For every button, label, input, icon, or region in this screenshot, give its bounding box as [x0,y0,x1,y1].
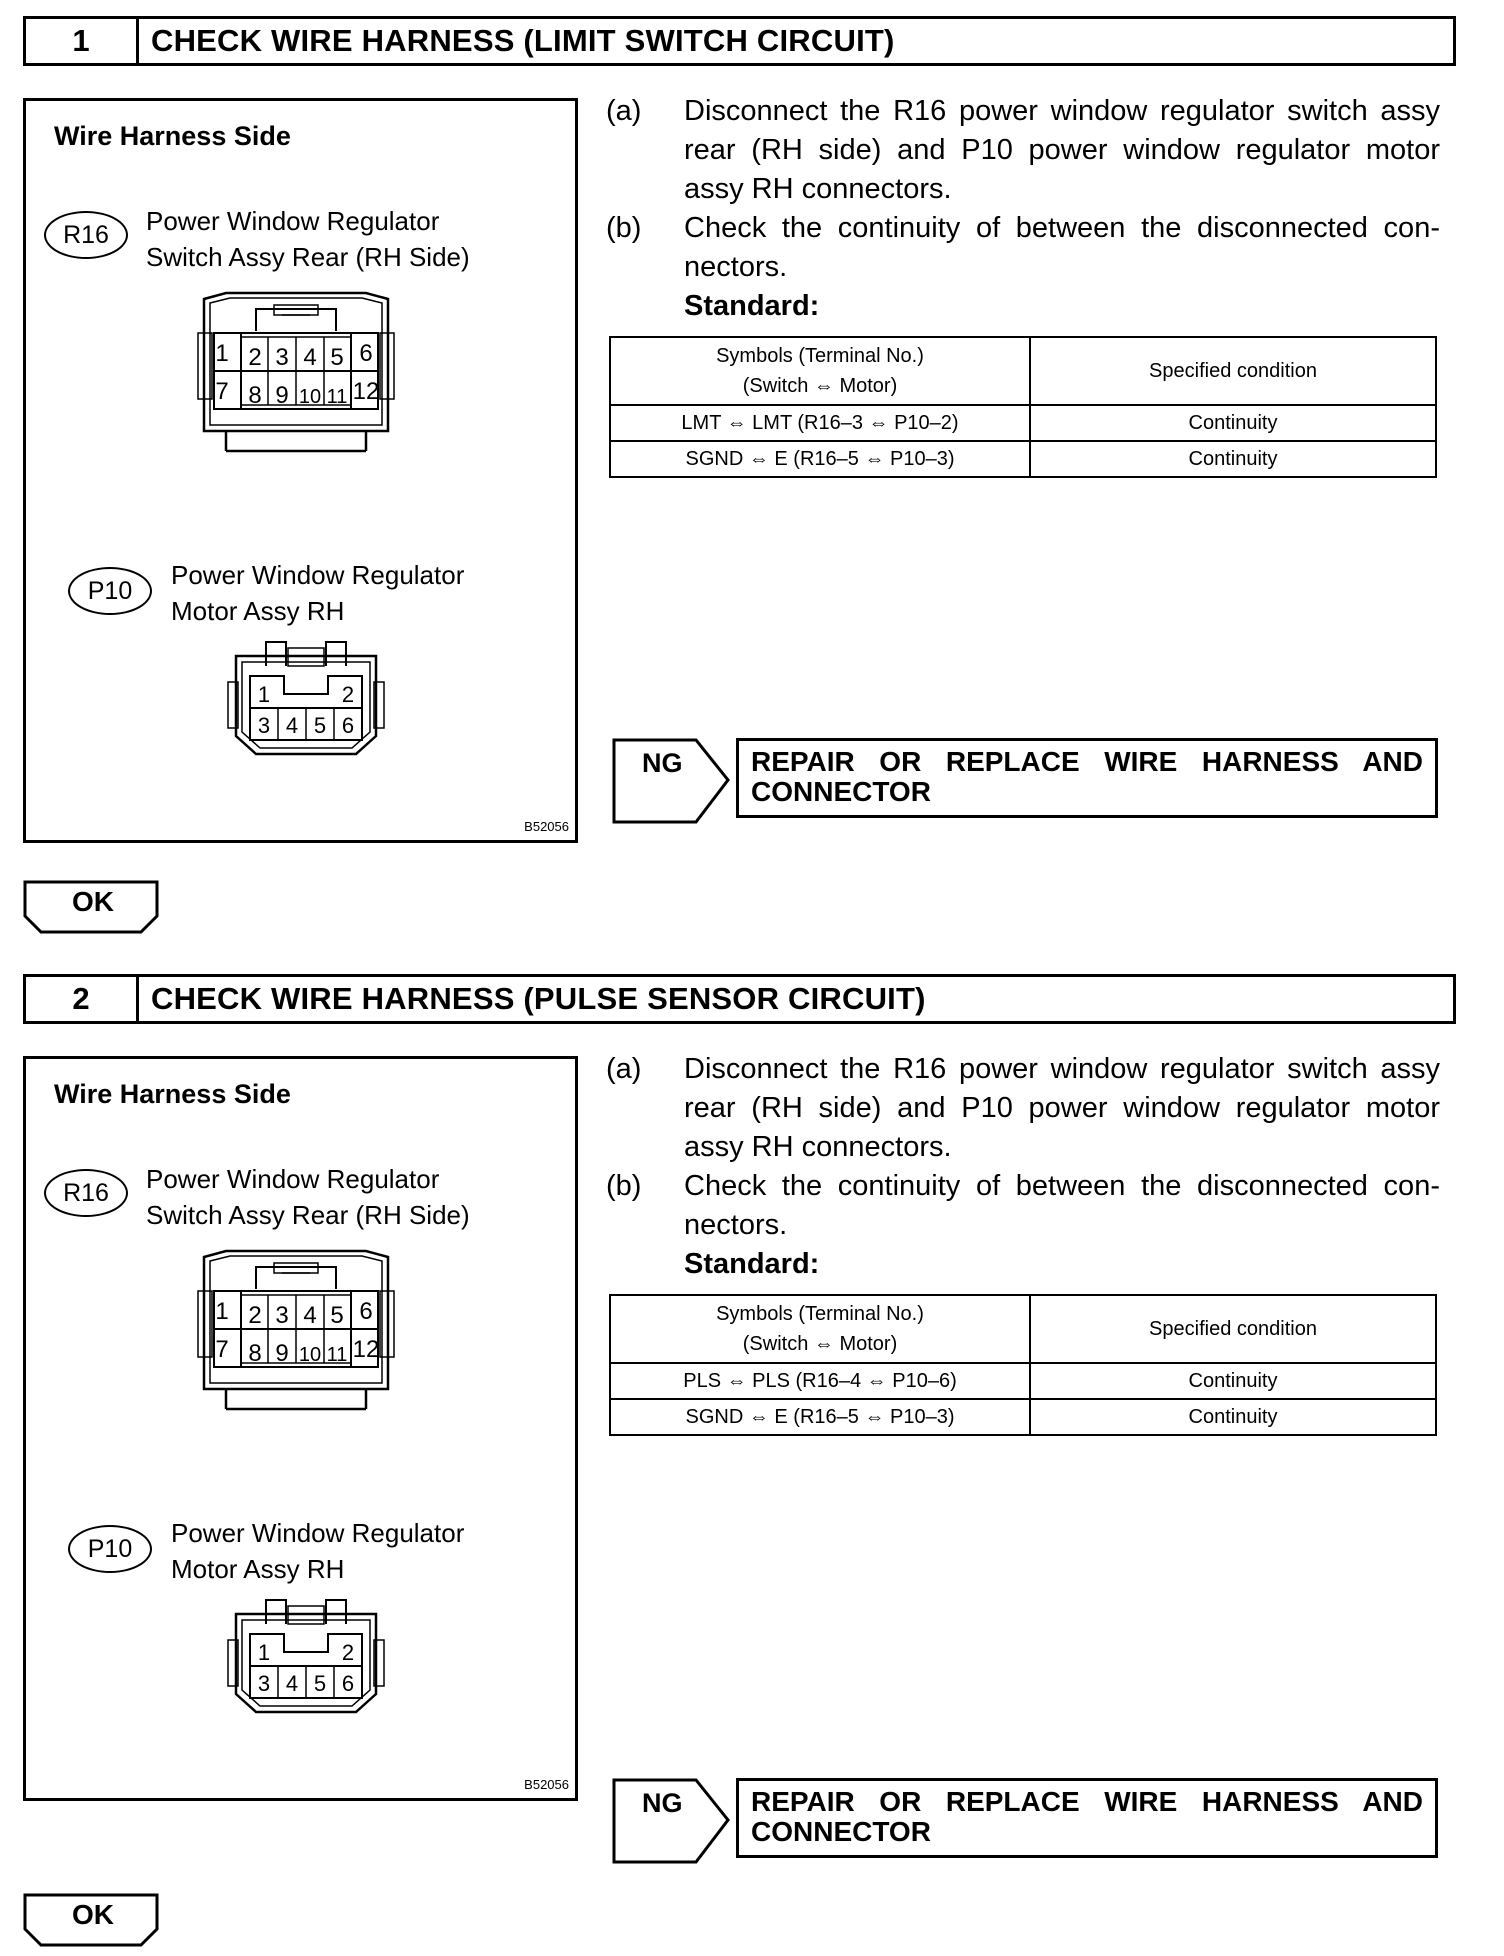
ok-label: OK [72,1899,114,1930]
r16-pin-6: 6 [359,1298,373,1325]
r16-pin-5: 5 [330,344,344,371]
connector-figure [23,1056,578,1801]
table-row: PLS ⇔ PLS (R16–4 ⇔ P10–6) Continuity [610,1363,1436,1399]
section-title: CHECK WIRE HARNESS (LIMIT SWITCH CIRCUIT) [151,23,895,58]
table-header-condition: Specified condition [1030,1295,1436,1363]
ng-arrow [612,1778,732,1869]
r16-pin-12: 12 [352,1336,380,1363]
r16-pin-5: 5 [330,1302,344,1329]
ng-label: NG [642,748,683,778]
p10-pin-2: 2 [341,682,355,707]
ng-result-box: REPAIR OR REPLACE WIRE HARNESS AND CONNECTOR [736,1778,1438,1858]
connector-p10-diagram [226,636,386,786]
r16-pin-9: 9 [275,382,289,409]
r16-pin-1: 1 [215,1298,229,1325]
p10-pin-3: 3 [257,1671,271,1696]
step-b: (b) Check the continuity of between the disconnected connectors. [606,212,1440,283]
connector-tag-r16: R16 [44,1169,128,1217]
figure-code: B52056 [524,1777,569,1792]
r16-pin-9: 9 [275,1340,289,1367]
table-header-symbols: Symbols (Terminal No.) (Switch ⇔ Motor) [610,1295,1030,1363]
r16-pin-7: 7 [215,378,229,405]
connector-tag-r16: R16 [44,211,128,259]
figure-code: B52056 [524,819,569,834]
connector-p10-diagram [226,1594,386,1744]
table-header-row [610,1295,1436,1363]
ng-arrow [612,738,732,829]
r16-pin-4: 4 [303,1302,317,1329]
ok-label: OK [72,886,114,917]
wire-harness-side-label: Wire Harness Side [54,121,291,151]
p10-pin-1: 1 [257,1640,271,1665]
r16-pin-7: 7 [215,1336,229,1363]
ng-label: NG [642,1788,683,1818]
r16-pin-11: 11 [326,1344,348,1366]
p10-pin-6: 6 [341,713,355,738]
procedure-section-2 [0,958,1504,1930]
r16-pin-3: 3 [275,344,289,371]
section-title: CHECK WIRE HARNESS (PULSE SENSOR CIRCUIT) [151,981,926,1016]
table-row: SGND ⇔ E (R16–5 ⇔ P10–3) Continuity [610,1399,1436,1435]
connector-p10-label: Power Window Regulator Motor Assy RH [171,560,465,626]
r16-pin-6: 6 [359,340,373,367]
connector-tag-p10: P10 [68,567,152,615]
table-header-symbols: Symbols (Terminal No.) (Switch ⇔ Motor) [610,337,1030,405]
connector-r16-diagram [186,291,406,461]
r16-pin-11: 11 [326,386,348,408]
ok-arrow [23,880,163,941]
procedure-section-1 [0,0,1504,960]
connector-tag-p10: P10 [68,1525,152,1573]
section-header [23,16,1456,66]
p10-pin-4: 4 [285,1671,299,1696]
procedure-steps [606,92,1440,326]
step-number: 1 [26,19,139,63]
step-number: 2 [26,977,139,1021]
r16-pin-2: 2 [248,1302,262,1329]
table-row: SGND ⇔ E (R16–5 ⇔ P10–3) Continuity [610,441,1436,477]
r16-pin-3: 3 [275,1302,289,1329]
wire-harness-side-label: Wire Harness Side [54,1079,291,1109]
ng-result-box: REPAIR OR REPLACE WIRE HARNESS AND CONNECTOR [736,738,1438,818]
table-header-row [610,337,1436,405]
connector-r16-label: Power Window Regulator Switch Assy Rear (RH Side) [146,1164,470,1230]
spec-table [609,336,1437,478]
section-header [23,974,1456,1024]
connector-figure [23,98,578,843]
r16-pin-10: 10 [298,1344,322,1366]
p10-pin-2: 2 [341,1640,355,1665]
r16-pin-12: 12 [352,378,380,405]
table-header-condition: Specified condition [1030,337,1436,405]
step-a: (a) Disconnect the R16 power window regulator switch assy rear (RH side) and P10 power window regulator motor assy RH connectors. [606,1053,1440,1163]
p10-pin-5: 5 [313,1671,327,1696]
procedure-steps [606,1050,1440,1284]
r16-pin-1: 1 [215,340,229,367]
step-a: (a) Disconnect the R16 power window regulator switch assy rear (RH side) and P10 power window regulator motor assy RH connectors. [606,95,1440,205]
connector-p10-label: Power Window Regulator Motor Assy RH [171,1518,465,1584]
r16-pin-8: 8 [248,382,262,409]
p10-pin-1: 1 [257,682,271,707]
connector-r16-label: Power Window Regulator Switch Assy Rear (RH Side) [146,206,470,272]
connector-r16-diagram [186,1249,406,1419]
standard-label: Standard: [684,1248,820,1280]
step-b: (b) Check the continuity of between the disconnected connectors. [606,1170,1440,1241]
p10-pin-6: 6 [341,1671,355,1696]
r16-pin-2: 2 [248,344,262,371]
r16-pin-8: 8 [248,1340,262,1367]
spec-table [609,1294,1437,1436]
p10-pin-4: 4 [285,713,299,738]
ok-arrow [23,1893,163,1954]
standard-label: Standard: [684,290,820,322]
p10-pin-3: 3 [257,713,271,738]
r16-pin-4: 4 [303,344,317,371]
p10-pin-5: 5 [313,713,327,738]
table-row: LMT ⇔ LMT (R16–3 ⇔ P10–2) Continuity [610,405,1436,441]
r16-pin-10: 10 [298,386,322,408]
